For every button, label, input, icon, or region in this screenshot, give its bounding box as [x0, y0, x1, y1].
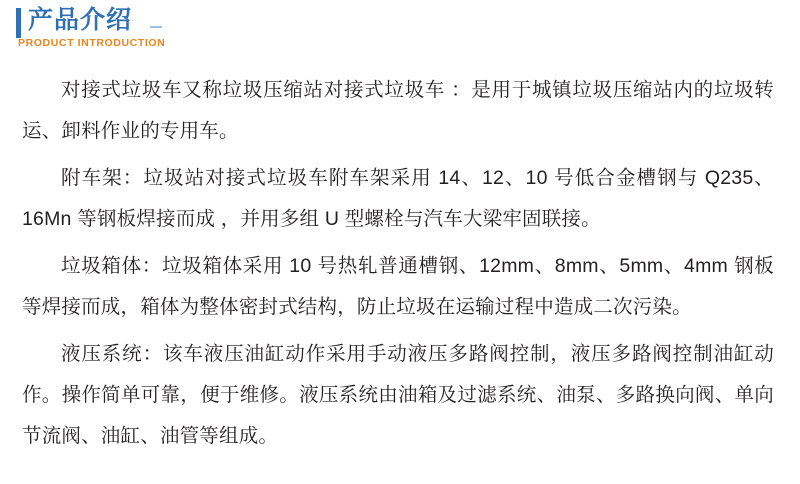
article-body	[0, 56, 800, 457]
paragraph: 垃圾箱体：垃圾箱体采用 10 号热轧普通槽钢、12mm、8mm、5mm、4mm 钢板等焊接而成，箱体为整体密封式结构，防止垃圾在运输过程中造成二次污染。	[22, 255, 774, 318]
paragraph: 液压系统：该车液压油缸动作采用手动液压多路阀控制，液压多路阀控制油缸动作。操作简单可靠，便于维修。液压系统由油箱及过滤系统、油泵、多路换向阀、单向节流阀、油缸、油管等组成。	[22, 343, 774, 447]
page-title: 产品介绍	[28, 6, 133, 34]
paragraph: 对接式垃圾车又称垃圾压缩站对接式垃圾车 ：是用于城镇垃圾压缩站内的垃圾转运、卸料作业的专用车。	[22, 79, 774, 142]
section-header	[0, 0, 800, 56]
page-subtitle: PRODUCT INTRODUCTION	[18, 37, 166, 49]
header-accent-bar	[16, 8, 21, 38]
paragraph: 附车架：垃圾站对接式垃圾车附车架采用 14、12、10 号低合金槽钢与 Q235、16Mn 等钢板焊接而成 ，并用多组 U 型螺栓与汽车大梁牢固联接。	[22, 167, 774, 230]
header-divider-line	[150, 26, 162, 28]
